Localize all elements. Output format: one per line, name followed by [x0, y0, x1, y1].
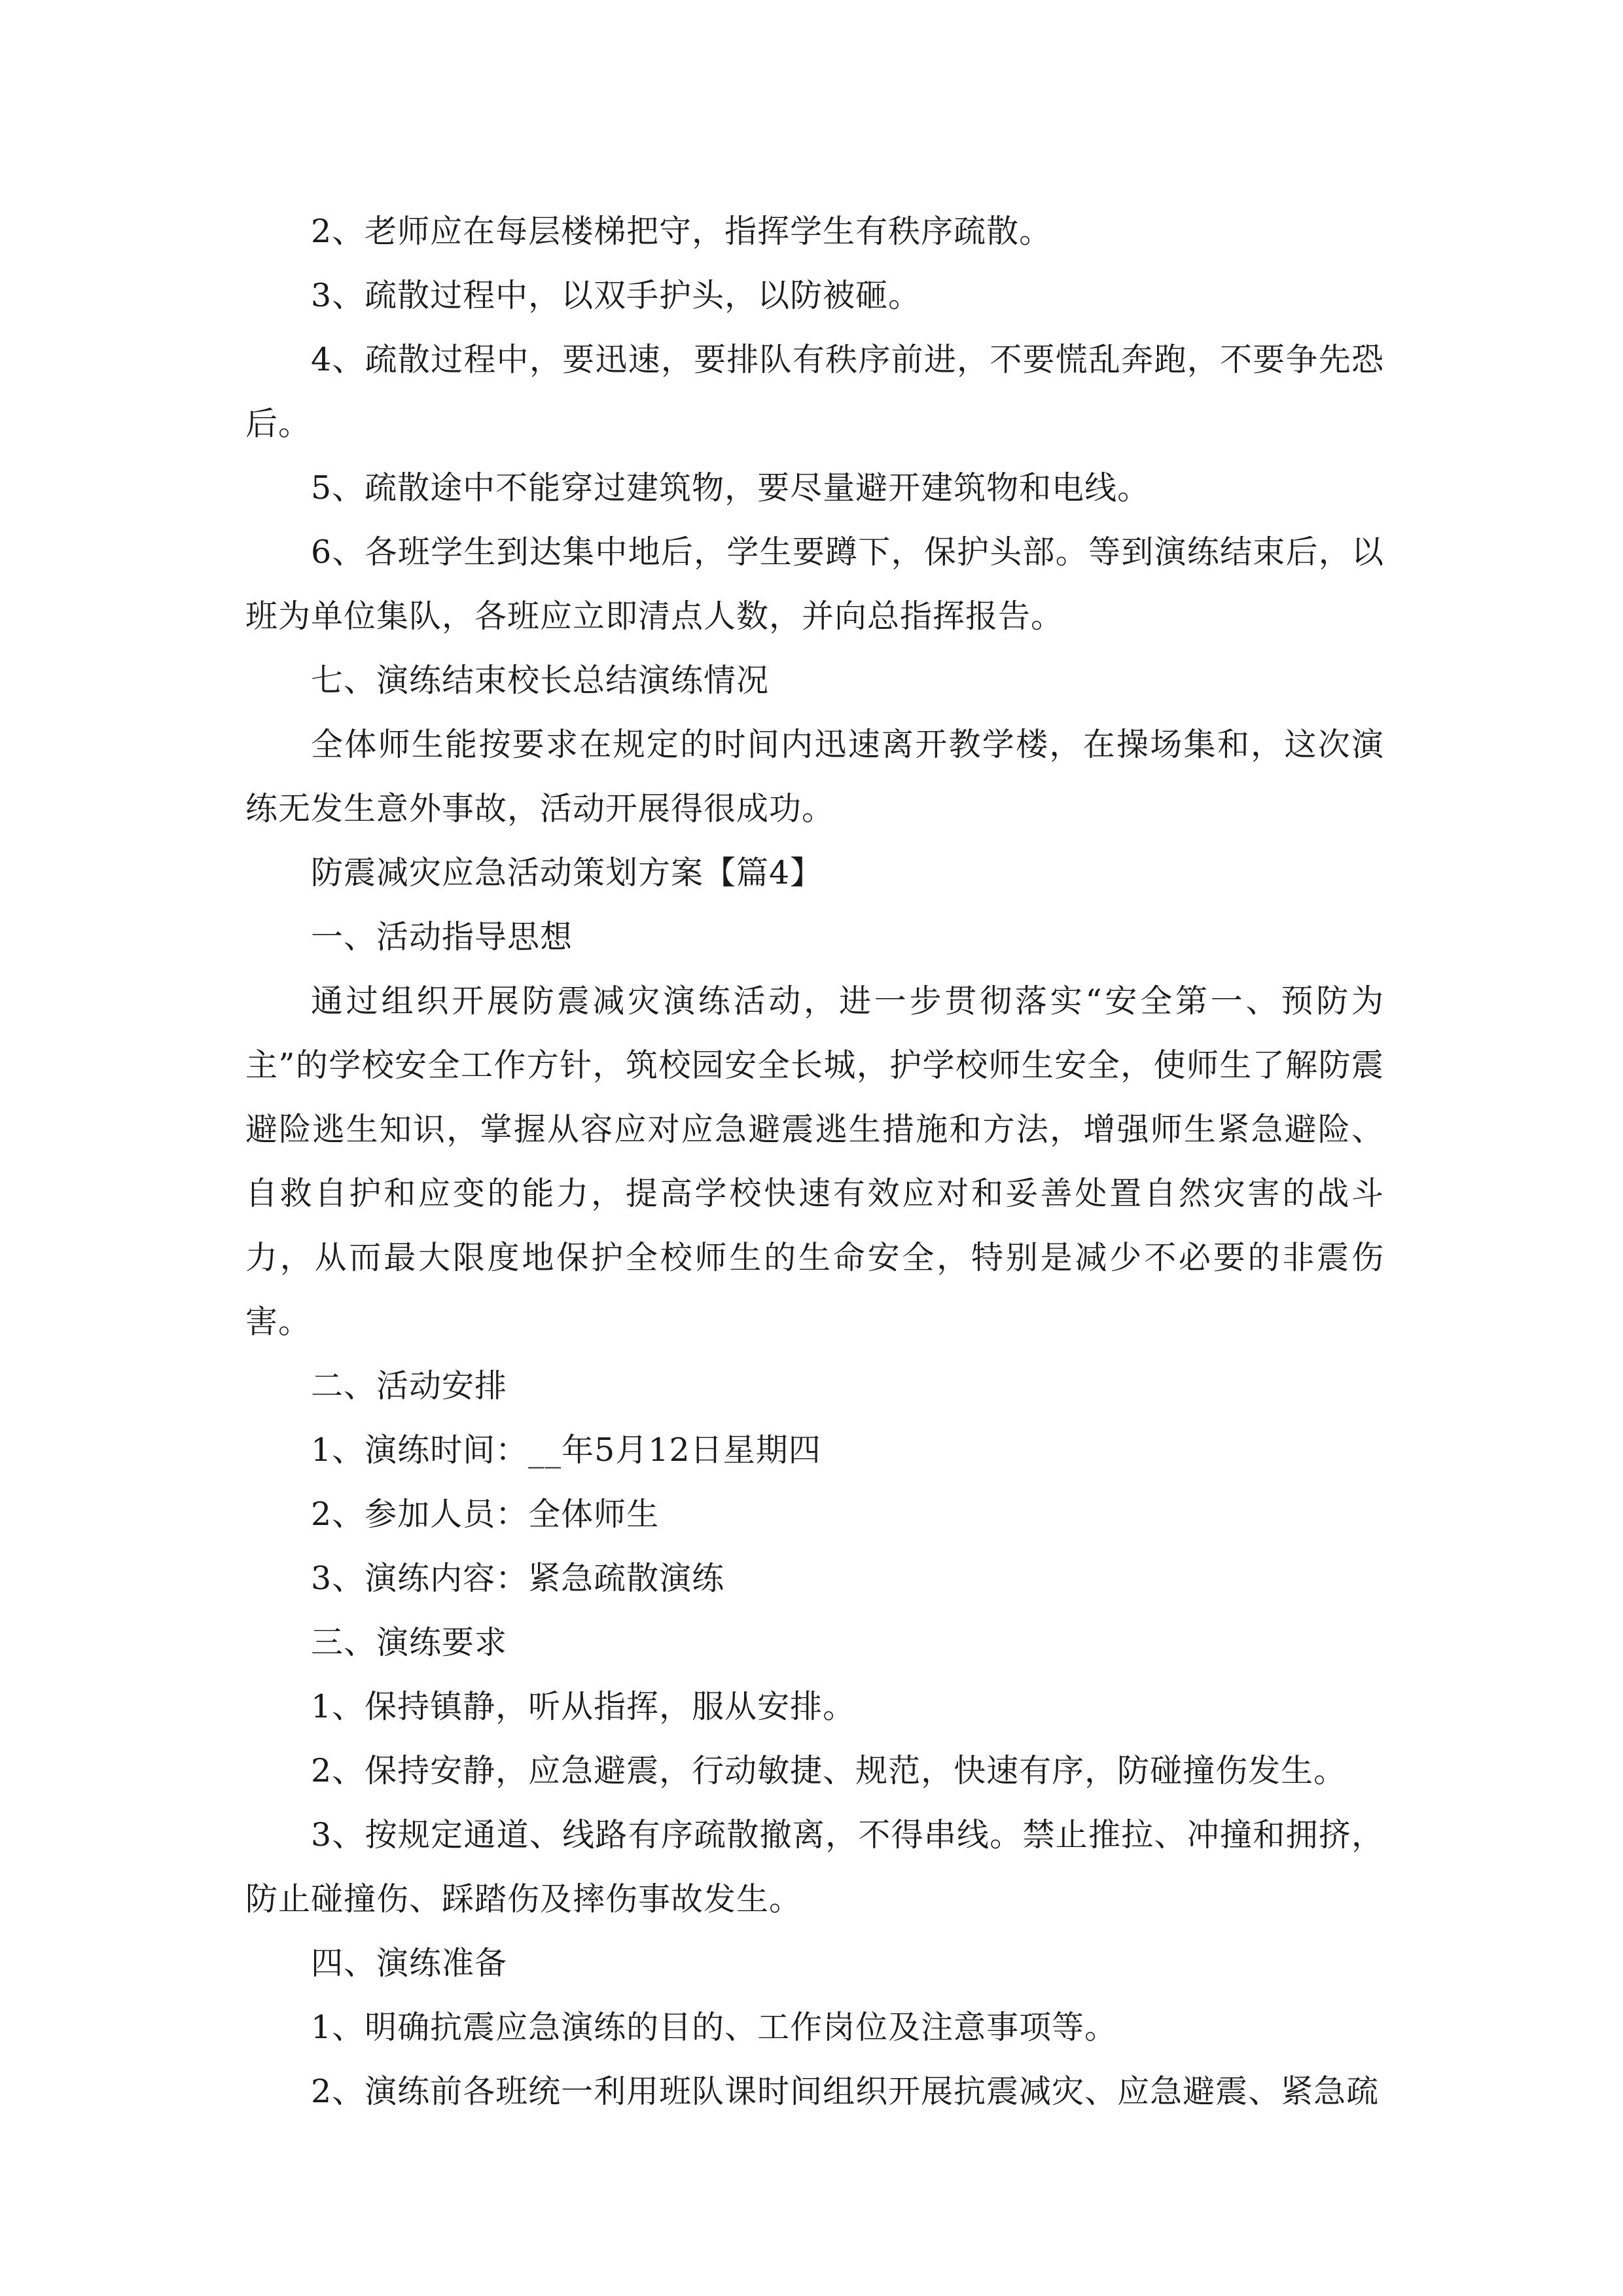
- paragraph: 2、参加人员：全体师生: [311, 1496, 660, 1533]
- section-heading: 二、活动安排: [311, 1367, 508, 1405]
- paragraph: 4、疏散过程中，要迅速，要排队有秩序前进，不要慌乱奔跑，不要争先恐后。: [245, 341, 1384, 442]
- paragraph: 5、疏散途中不能穿过建筑物，要尽量避开建筑物和电线。: [311, 469, 1150, 507]
- paragraph: 2、老师应在每层楼梯把守，指挥学生有秩序疏散。: [311, 213, 1052, 250]
- article-title: 防震减灾应急活动策划方案【篇4】: [311, 854, 823, 891]
- paragraph: 3、演练内容：紧急疏散演练: [311, 1560, 725, 1597]
- document-body: [245, 200, 1384, 2124]
- paragraph: 2、保持安静，应急避震，行动敏捷、规范，快速有序，防碰撞伤发生。: [311, 1752, 1347, 1789]
- paragraph: 通过组织开展防震减灾演练活动，进一步贯彻落实“安全第一、预防为主”的学校安全工作方针，筑校园安全长城，护学校师生安全，使师生了解防震避险逃生知识，掌握从容应对应急避震逃生措施和方法，增强师生紧急避险、自救自护和应变的能力，提高学校快速有效应对和妥善处置自然灾害的战斗力，从而最大限度地保护全校师生的生命安全，特别是减少不必要的非震伤害。: [245, 982, 1384, 1340]
- paragraph: 1、明确抗震应急演练的目的、工作岗位及注意事项等。: [311, 2009, 1118, 2046]
- paragraph: 2、演练前各班统一利用班队课时间组织开展抗震减灾、应急避震、紧急疏: [311, 2073, 1380, 2110]
- paragraph: 3、按规定通道、线路有序疏散撤离，不得串线。禁止推拉、冲撞和拥挤，防止碰撞伤、踩踏伤及摔伤事故发生。: [245, 1816, 1384, 1918]
- section-heading: 三、演练要求: [311, 1624, 508, 1661]
- paragraph: 6、各班学生到达集中地后，学生要蹲下，保护头部。等到演练结束后，以班为单位集队，各班应立即清点人数，并向总指挥报告。: [245, 533, 1384, 635]
- paragraph: 3、疏散过程中，以双手护头，以防被砸。: [311, 277, 921, 314]
- paragraph: 1、演练时间：__年5月12日星期四: [311, 1431, 821, 1469]
- paragraph: 1、保持镇静，听从指挥，服从安排。: [311, 1688, 856, 1725]
- section-heading: 四、演练准备: [311, 1945, 508, 1982]
- paragraph: 全体师生能按要求在规定的时间内迅速离开教学楼，在操场集和，这次演练无发生意外事故，活动开展得很成功。: [245, 726, 1384, 827]
- section-heading: 七、演练结束校长总结演练情况: [311, 662, 770, 699]
- section-heading: 一、活动指导思想: [311, 918, 573, 956]
